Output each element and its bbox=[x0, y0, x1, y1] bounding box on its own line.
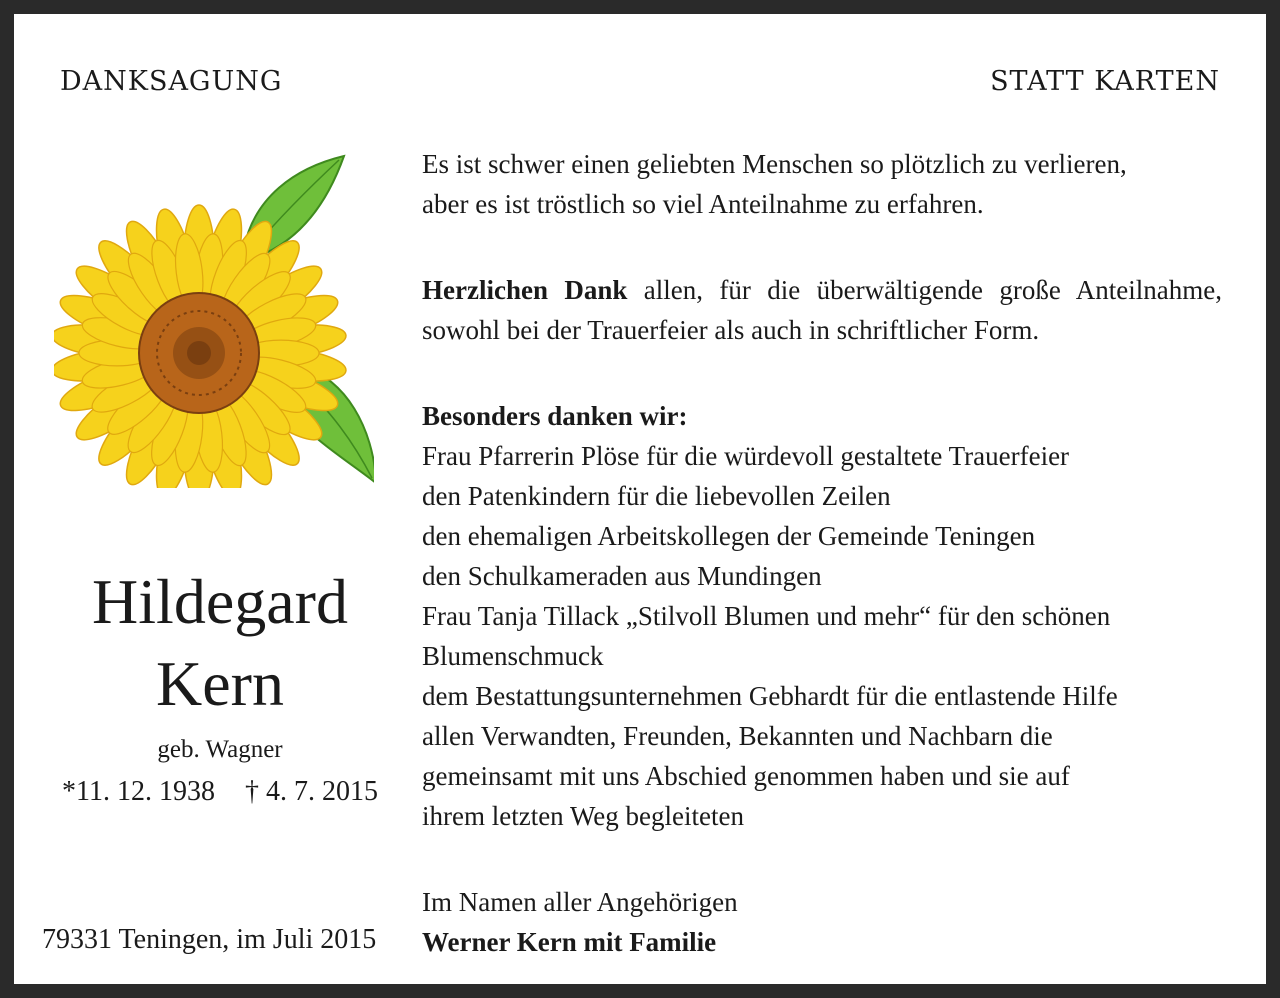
thanks-bold: Herzlichen Dank bbox=[422, 275, 628, 305]
message-body bbox=[422, 144, 1222, 962]
special-thanks-line: Blumenschmuck bbox=[422, 641, 604, 671]
closing-line: Im Namen aller Angehörigen bbox=[422, 887, 738, 917]
signature: Werner Kern mit Familie bbox=[422, 927, 717, 957]
death-date: † 4. 7. 2015 bbox=[244, 776, 378, 807]
header-statt-karten: STATT KARTEN bbox=[990, 66, 1220, 97]
header-danksagung: DANKSAGUNG bbox=[60, 66, 283, 97]
special-thanks-line: gemeinsamt mit uns Abschied genommen haben und sie auf bbox=[422, 761, 1070, 791]
thanks-rest: allen, für die überwältigende große Anteilnahme, sowohl bei der Trauerfeier als auch in schriftlicher Form. bbox=[422, 275, 1222, 345]
special-thanks-line: den Schulkameraden aus Mundingen bbox=[422, 561, 822, 591]
intro-line-1: Es ist schwer einen geliebten Menschen so plötzlich zu verlieren, bbox=[422, 149, 1127, 179]
maiden-name: geb. Wagner bbox=[157, 736, 283, 763]
thanks-paragraph bbox=[422, 270, 1222, 350]
special-thanks-line: Frau Pfarrerin Plöse für die würdevoll gestaltete Trauerfeier bbox=[422, 441, 1070, 471]
special-thanks-line: allen Verwandten, Freunden, Bekannten und Nachbarn die bbox=[422, 721, 1053, 751]
special-thanks-list bbox=[422, 436, 1222, 836]
special-thanks-line: dem Bestattungsunternehmen Gebhardt für die entlastende Hilfe bbox=[422, 681, 1118, 711]
birth-date: *11. 12. 1938 bbox=[62, 776, 215, 807]
special-thanks-line: den ehemaligen Arbeitskollegen der Gemeinde Teningen bbox=[422, 521, 1036, 551]
sunflower-icon bbox=[54, 138, 374, 488]
special-thanks-line: den Patenkindern für die liebevollen Zeilen bbox=[422, 481, 891, 511]
special-thanks-line: ihrem letzten Weg begleiteten bbox=[422, 801, 744, 831]
intro-line-2: aber es ist tröstlich so viel Anteilnahme zu erfahren. bbox=[422, 189, 984, 219]
obituary-card bbox=[14, 14, 1266, 984]
special-heading: Besonders danken wir: bbox=[422, 401, 688, 431]
special-thanks-line: Frau Tanja Tillack „Stilvoll Blumen und mehr“ für den schönen bbox=[422, 601, 1111, 631]
deceased-first-name: Hildegard bbox=[92, 566, 348, 637]
deceased-last-name: Kern bbox=[156, 648, 284, 719]
life-dates bbox=[50, 776, 390, 808]
place-and-date: 79331 Teningen, im Juli 2015 bbox=[42, 924, 377, 955]
